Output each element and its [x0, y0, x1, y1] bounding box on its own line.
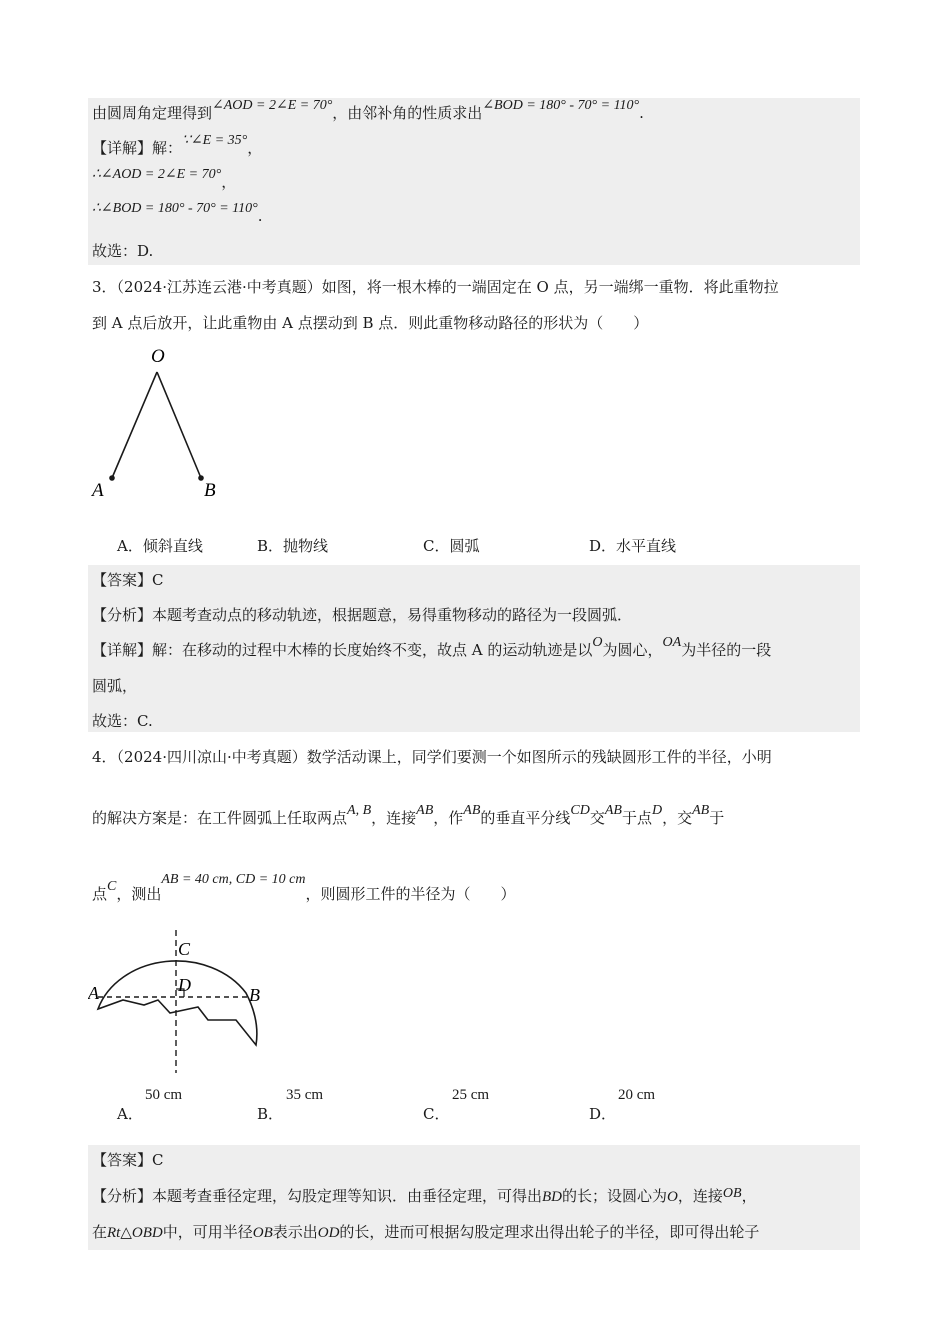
q4-option-c-value: 25 cm: [452, 1087, 490, 1103]
rod-ob: [157, 372, 201, 478]
q3-option-c[interactable]: C．圆弧: [423, 537, 480, 555]
workpiece-outline: [98, 961, 257, 1045]
q3-pendulum-figure: [88, 340, 228, 505]
label-o: O: [151, 346, 165, 367]
label-c: C: [178, 939, 191, 959]
point-a: [109, 475, 115, 481]
q4-workpiece-figure: [88, 925, 278, 1080]
q3-choice: 故选：C.: [92, 712, 153, 730]
label-a: A: [92, 480, 104, 501]
rod-oa: [112, 372, 157, 478]
q4-option-d[interactable]: D．: [589, 1105, 617, 1123]
label-b: B: [249, 985, 260, 1005]
prev-step-line-2: ∴∠BOD = 180° - 70° = 110°.: [92, 201, 263, 225]
prev-detail-line: 【详解】解：∵∠E = 35°，: [92, 133, 263, 157]
q3-detail-line-2: 圆弧，: [92, 677, 138, 695]
q3-option-b[interactable]: B．抛物线: [257, 537, 329, 555]
q3-analysis: 【分析】本题考查动点的移动轨迹，根据题意，易得重物移动的路径为一段圆弧．: [92, 606, 633, 624]
q4-option-c[interactable]: C．: [423, 1105, 450, 1123]
q3-stem-line-2: 到 A 点后放开，让此重物由 A 点摆动到 B 点．则此重物移动路径的形状为（ ）: [92, 314, 649, 332]
q4-stem-line-3: 点C，测出AB = 40 cm, CD = 10 cm，则圆形工件的半径为（ ）: [92, 872, 516, 903]
q4-option-a[interactable]: A．: [117, 1105, 143, 1123]
q4-analysis-line-2: 在Rt△OBD中，可用半径OB表示出OD的长，进而可根据勾股定理求出得出轮子的半径，即可得出轮子: [92, 1223, 760, 1241]
q4-answer: 【答案】C: [92, 1151, 164, 1169]
q3-option-a[interactable]: A．倾斜直线: [117, 537, 203, 555]
label-d: D: [178, 975, 191, 995]
point-b: [198, 475, 204, 481]
prev-choice-line: 故选：D.: [92, 242, 154, 260]
label-a: A: [88, 983, 99, 1003]
q3-option-d[interactable]: D．水平直线: [589, 537, 677, 555]
q4-stem-line-1: 4．（2024·四川凉山·中考真题）数学活动课上，同学们要测一个如图所示的残缺圆形工件的半径，小明: [92, 748, 772, 766]
q3-detail-line-1: 【详解】解：在移动的过程中木棒的长度始终不变，故点 A 的运动轨迹是以O为圆心，OA为半径的一段: [92, 635, 772, 659]
q4-option-d-value: 20 cm: [618, 1087, 656, 1103]
q4-option-b[interactable]: B．: [257, 1105, 284, 1123]
q4-analysis-line-1: 【分析】本题考查垂径定理，勾股定理等知识．由垂径定理，可得出BD的长；设圆心为O，连接OB，: [92, 1186, 757, 1205]
prev-step-line-1: ∴∠AOD = 2∠E = 70°，: [92, 167, 237, 191]
prev-analysis-line: 由圆周角定理得到∠AOD = 2∠E = 70°，由邻补角的性质求出∠BOD = 180° - 70° = 110°.: [92, 98, 644, 122]
q3-answer: 【答案】C: [92, 571, 164, 589]
q3-stem-line-1: 3．（2024·江苏连云港·中考真题）如图，将一根木棒的一端固定在 O 点，另一端绑一重物．将此重物拉: [92, 278, 779, 296]
q4-stem-line-2: 的解决方案是：在工件圆弧上任取两点A, B，连接AB，作AB的垂直平分线CD交AB于点D，交AB于: [92, 803, 725, 827]
q4-option-a-value: 50 cm: [145, 1087, 183, 1103]
q4-option-b-value: 35 cm: [286, 1087, 324, 1103]
label-b: B: [204, 480, 216, 501]
